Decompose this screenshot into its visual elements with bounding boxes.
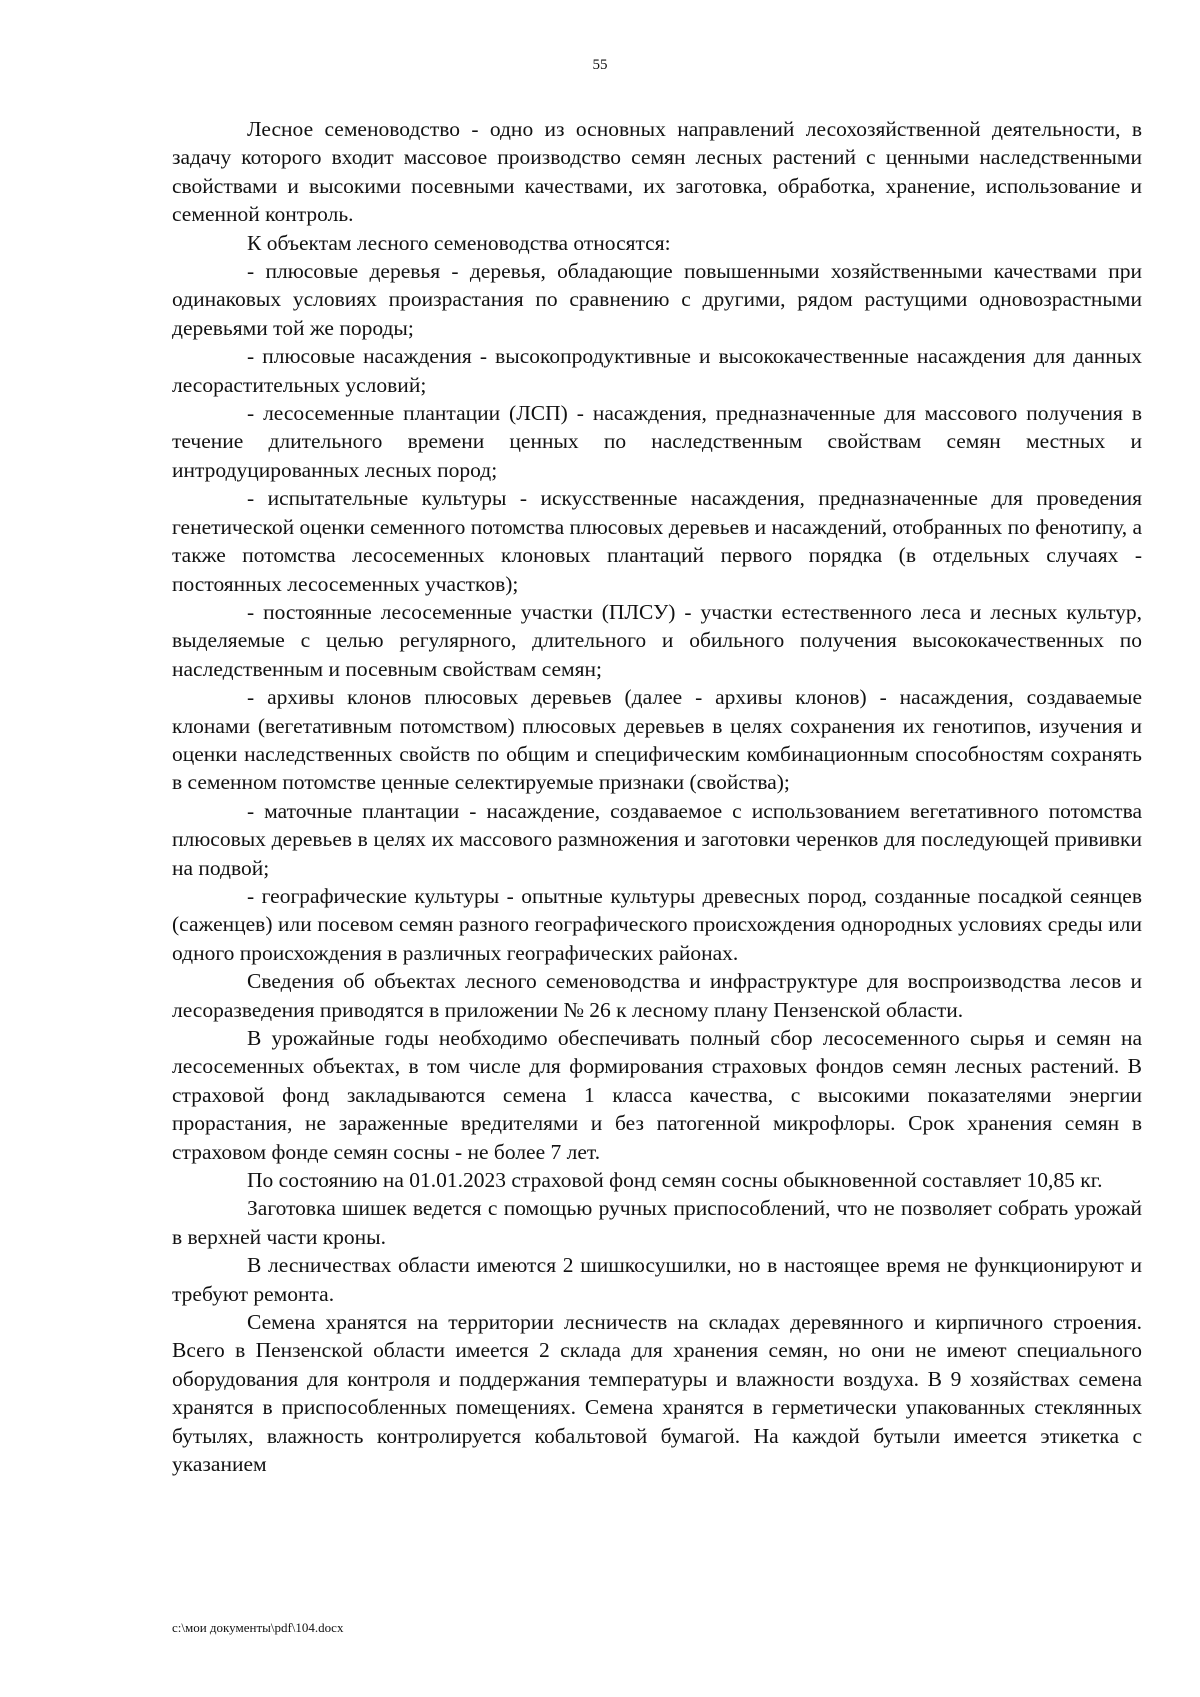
list-item-paragraph: - постоянные лесосеменные участки (ПЛСУ) - участки естественного леса и лесных культур, выделяемые с целью регулярного, длительного и обильного получения высококачественных по наследственным и посевным свойствам семян; <box>172 599 1142 681</box>
list-item-paragraph: - плюсовые деревья - деревья, обладающие повышенными хозяйственными качествами при одинаковых условиях произрастания по сравнению с другими, рядом растущими одновозрастными деревьями той же породы; <box>172 259 1142 340</box>
paragraph: К объектам лесного семеноводства относятся: <box>247 230 671 255</box>
paragraph: Семена хранятся на территории лесничеств на складах деревянного и кирпичного строения. Всего в Пензенской области имеется 2 склада для хранения семян, но они не имеют специального оборудования для контроля и поддержания температуры и влажности воздуха. В 9 хозяйствах семена хранятся в приспособленных помещениях. Семена хранятся в герметически упакованных стеклянных бутылях, влажность контролируется кобальтовой бумагой. На каждой бутыли имеется этикетка с указанием <box>172 1310 1142 1477</box>
document-body <box>172 115 1142 1479</box>
paragraph: Заготовка шишек ведется с помощью ручных приспособлений, что не позволяет собрать урожай в верхней части кроны. <box>172 1196 1142 1249</box>
list-item-paragraph: - маточные плантации - насаждение, создаваемое с использованием вегетативного потомства плюсовых деревьев в целях их массового размножения и заготовки черенков для последующей прививки на подвой; <box>172 798 1142 880</box>
paragraph: По состоянию на 01.01.2023 страховой фонд семян сосны обыкновенной составляет 10,85 кг. <box>247 1168 1103 1193</box>
list-item-paragraph: - испытательные культуры - искусственные насаждения, предназначенные для проведения генетической оценки семенного потомства плюсовых деревьев и насаждений, отобранных по фенотипу, а также потомства лесосеменных клоновых плантаций первого порядка (в отдельных случаях - постоянных лесосеменных участков); <box>172 486 1143 596</box>
list-item-paragraph: - лесосеменные плантации (ЛСП) - насаждения, предназначенные для массового получения в течение длительного времени ценных по наследственным свойствам семян местных и интродуцированных лесных пород; <box>172 401 1142 482</box>
paragraph: В урожайные годы необходимо обеспечивать полный сбор лесосеменного сырья и семян на лесосеменных объектах, в том числе для формирования страховых фондов семян лесных растений. В страховой фонд закладываются семена 1 класса качества, с высокими показателями энергии прорастания, не зараженные вредителями и без патогенной микрофлоры. Срок хранения семян в страховом фонде семян сосны - не более 7 лет. <box>172 1026 1142 1164</box>
paragraph: В лесничествах области имеются 2 шишкосушилки, но в настоящее время не функционируют и требуют ремонта. <box>172 1253 1142 1306</box>
page-number: 55 <box>592 57 608 73</box>
paragraph: Сведения об объектах лесного семеноводства и инфраструктуре для воспроизводства лесов и лесоразведения приводятся в приложении № 26 к лесному плану Пензенской области. <box>172 969 1142 1022</box>
list-item-paragraph: - географические культуры - опытные культуры древесных пород, созданные посадкой сеянцев (саженцев) или посевом семян разного географического происхождения однородных условиях среды или одного происхождения в различных географических районах. <box>172 883 1142 965</box>
list-item-paragraph: - архивы клонов плюсовых деревьев (далее - архивы клонов) - насаждения, создаваемые клонами (вегетативным потомством) плюсовых деревьев в целях сохранения их генотипов, изучения и оценки наследственных свойств по общим и специфическим комбинационным способностям сохранять в семенном потомстве ценные селектируемые признаки (свойства); <box>172 685 1142 795</box>
footer-file-path: c:\мои документы\pdf\104.docx <box>172 1620 344 1635</box>
paragraph: Лесное семеноводство - одно из основных направлений лесохозяйственной деятельности, в задачу которого входит массовое производство семян лесных растений с ценными наследственными свойствами и высокими посевными качествами, их заготовка, обработка, хранение, использование и семенной контроль. <box>172 117 1142 227</box>
list-item-paragraph: - плюсовые насаждения - высокопродуктивные и высококачественные насаждения для данных лесорастительных условий; <box>172 344 1142 397</box>
